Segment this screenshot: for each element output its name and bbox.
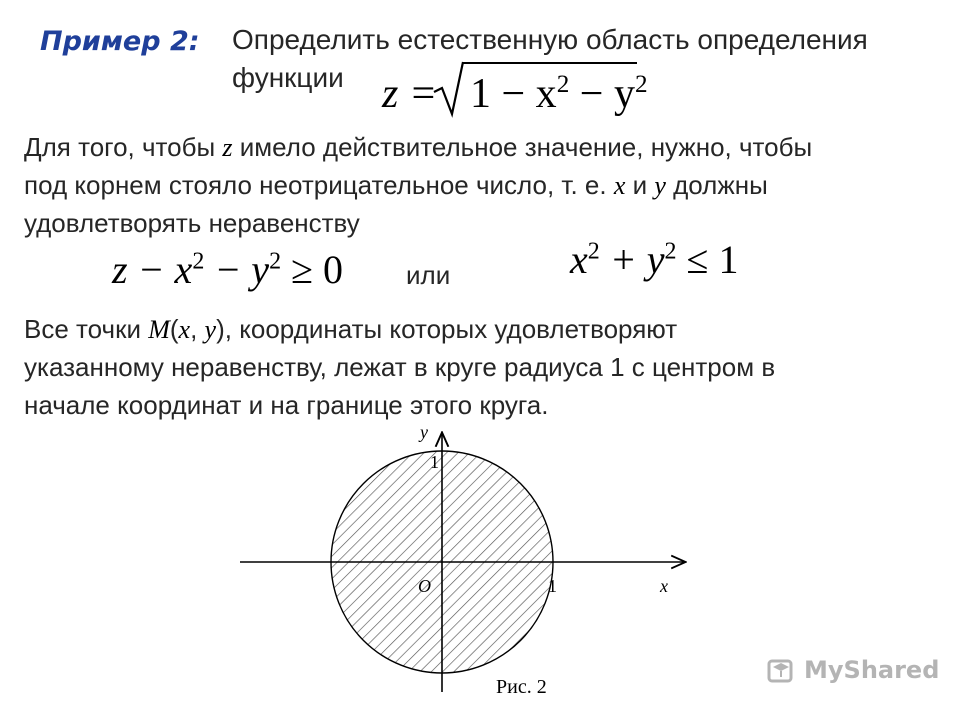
circle-figure xyxy=(230,420,700,700)
inequality-2 xyxy=(570,236,738,283)
x-axis-label: x xyxy=(660,576,668,596)
paragraph-2-line-2: указанному неравенству, лежат в круге радиуса 1 с центром в xyxy=(24,352,776,382)
text: , xyxy=(190,314,205,344)
var-y: y xyxy=(204,315,217,344)
var-y: y xyxy=(654,171,666,200)
x-tick-label: 1 xyxy=(548,576,557,596)
var-z: z xyxy=(222,133,233,162)
radicand-exp-1: 2 xyxy=(556,71,570,98)
text: ), координаты которых удовлетворяют xyxy=(216,314,678,344)
ineq2-exp-1: 2 xyxy=(587,238,600,265)
paragraph-1-line-3: удовлетворять неравенству xyxy=(24,208,360,238)
sqrt-sign xyxy=(432,58,466,118)
inequality-1 xyxy=(112,246,343,293)
text: Все точки xyxy=(24,314,149,344)
paragraph-2-line-1 xyxy=(24,310,677,349)
radicand-part-2: − y xyxy=(569,71,635,117)
formula-lhs: z = xyxy=(382,71,438,117)
radicand xyxy=(470,70,648,118)
radicand-exp-2: 2 xyxy=(634,71,648,98)
text: Для того, чтобы xyxy=(24,132,223,162)
text: должны xyxy=(665,170,768,200)
text: ( xyxy=(169,314,179,344)
paragraph-1-line-1 xyxy=(24,128,812,167)
ineq1-exp-2: 2 xyxy=(269,248,282,275)
function-formula xyxy=(382,70,437,118)
var-x: x xyxy=(178,315,191,344)
text: имело действительное значение, нужно, чтобы xyxy=(232,132,813,162)
watermark xyxy=(766,655,939,685)
paragraph-1-line-2 xyxy=(24,166,768,205)
task-line-1: Определить естественную область определения xyxy=(232,24,868,55)
radicand-part-1: 1 − x xyxy=(470,71,557,117)
ineq1-part-b: − y xyxy=(204,247,270,292)
ineq2-exp-2: 2 xyxy=(664,238,677,265)
y-tick-label: 1 xyxy=(430,452,439,472)
paragraph-2-line-3: начале координат и на границе этого круга. xyxy=(24,390,549,420)
y-axis-label: y xyxy=(420,422,428,442)
or-word: или xyxy=(406,260,451,290)
var-x: x xyxy=(613,171,626,200)
task-line-2: функции xyxy=(232,62,344,93)
mortarboard-icon xyxy=(766,655,796,685)
watermark-text: MyShared xyxy=(804,656,940,684)
ineq1-exp-1: 2 xyxy=(192,248,205,275)
var-M: M xyxy=(148,315,170,344)
ineq1-part-a: z − x xyxy=(112,247,193,292)
text: и xyxy=(625,170,655,200)
text: под корнем стояло неотрицательное число, т. е. xyxy=(24,170,614,200)
figure-caption: Рис. 2 xyxy=(496,676,547,698)
sqrt-bar xyxy=(462,62,637,64)
ineq1-part-c: ≥ 0 xyxy=(281,247,344,292)
origin-label: O xyxy=(418,576,431,596)
ineq2-part-c: ≤ 1 xyxy=(676,237,739,282)
ineq2-part-b: + y xyxy=(599,237,665,282)
example-label: Пример 2: xyxy=(40,26,200,57)
ineq2-part-a: x xyxy=(570,237,588,282)
